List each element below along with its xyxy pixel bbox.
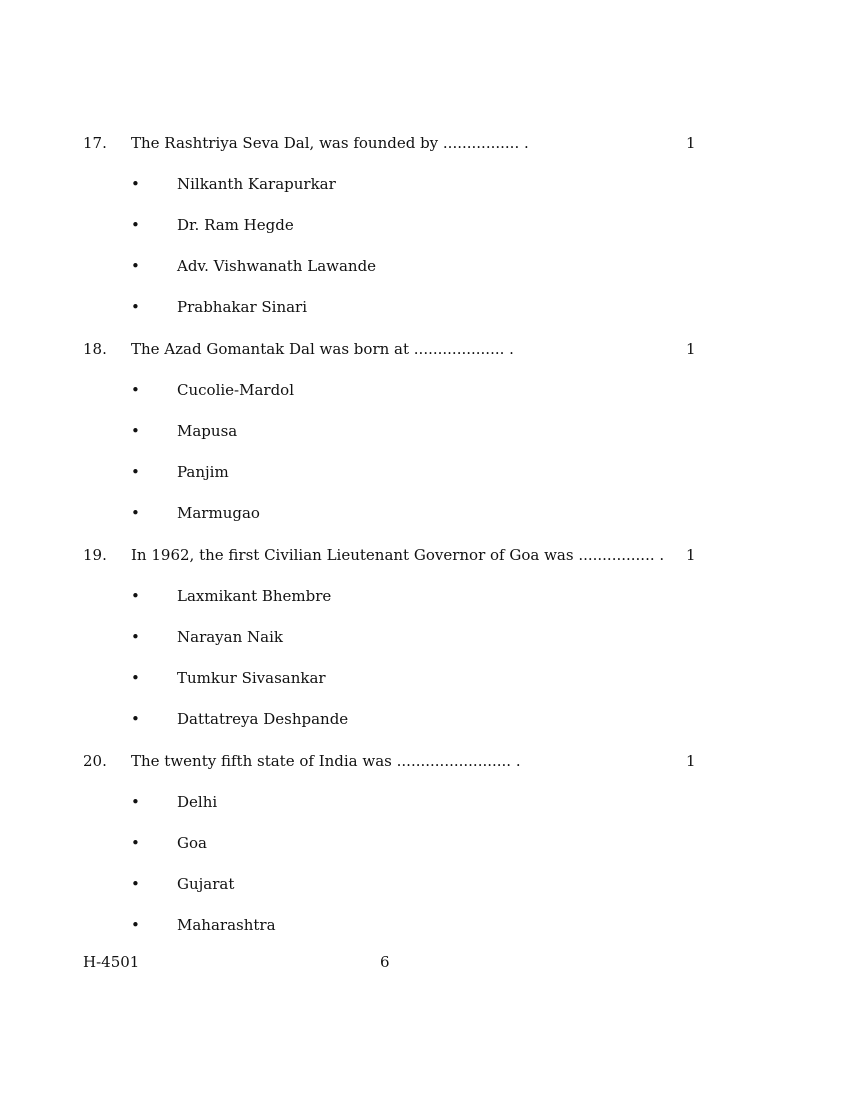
option-text: Laxmikant Bhembre — [177, 587, 332, 605]
option-text: Cucolie-Mardol — [177, 381, 295, 399]
bullet-icon: • — [131, 916, 140, 934]
option-text: Delhi — [177, 793, 218, 811]
question-17 — [0, 131, 850, 155]
bullet-icon: • — [131, 587, 140, 605]
question-number: 20. — [83, 752, 107, 770]
question-20 — [0, 749, 850, 773]
option-item — [0, 872, 850, 896]
bullet-icon: • — [131, 669, 140, 687]
option-text: Tumkur Sivasankar — [177, 669, 326, 687]
bullet-icon: • — [131, 257, 140, 275]
question-marks: 1 — [686, 134, 696, 152]
bullet-icon: • — [131, 463, 140, 481]
option-item — [0, 831, 850, 855]
option-item — [0, 419, 850, 443]
option-item — [0, 460, 850, 484]
question-number: 17. — [83, 134, 107, 152]
option-item — [0, 625, 850, 649]
option-text: Narayan Naik — [177, 628, 283, 646]
bullet-icon: • — [131, 834, 140, 852]
option-item — [0, 584, 850, 608]
option-text: Panjim — [177, 463, 229, 481]
question-marks: 1 — [686, 752, 696, 770]
option-text: Prabhakar Sinari — [177, 298, 308, 316]
bullet-icon: • — [131, 381, 140, 399]
question-18 — [0, 337, 850, 361]
option-text: Dattatreya Deshpande — [177, 710, 349, 728]
option-text: Gujarat — [177, 875, 235, 893]
option-text: Dr. Ram Hegde — [177, 216, 294, 234]
bullet-icon: • — [131, 422, 140, 440]
option-text: Maharashtra — [177, 916, 276, 934]
option-item — [0, 213, 850, 237]
question-text: The Rashtriya Seva Dal, was founded by ................ . — [131, 134, 529, 152]
option-text: Marmugao — [177, 504, 260, 522]
bullet-icon: • — [131, 298, 140, 316]
option-item — [0, 790, 850, 814]
option-item — [0, 254, 850, 278]
option-item — [0, 295, 850, 319]
question-text: The twenty fifth state of India was ........................ . — [131, 752, 521, 770]
question-marks: 1 — [686, 340, 696, 358]
bullet-icon: • — [131, 216, 140, 234]
bullet-icon: • — [131, 504, 140, 522]
question-text: The Azad Gomantak Dal was born at ................... . — [131, 340, 514, 358]
question-number: 19. — [83, 546, 107, 564]
option-text: Mapusa — [177, 422, 238, 440]
option-text: Adv. Vishwanath Lawande — [177, 257, 377, 275]
option-text: Goa — [177, 834, 207, 852]
option-item — [0, 666, 850, 690]
bullet-icon: • — [131, 793, 140, 811]
question-number: 18. — [83, 340, 107, 358]
option-item — [0, 501, 850, 525]
page-number: 6 — [380, 953, 390, 971]
option-text: Nilkanth Karapurkar — [177, 175, 336, 193]
bullet-icon: • — [131, 710, 140, 728]
bullet-icon: • — [131, 875, 140, 893]
bullet-icon: • — [131, 175, 140, 193]
bullet-icon: • — [131, 628, 140, 646]
option-item — [0, 172, 850, 196]
paper-code: H-4501 — [83, 953, 140, 971]
option-item — [0, 707, 850, 731]
question-marks: 1 — [686, 546, 696, 564]
question-19 — [0, 543, 850, 567]
option-item — [0, 378, 850, 402]
question-text: In 1962, the first Civilian Lieutenant Governor of Goa was ................ . — [131, 546, 665, 564]
option-item — [0, 913, 850, 937]
